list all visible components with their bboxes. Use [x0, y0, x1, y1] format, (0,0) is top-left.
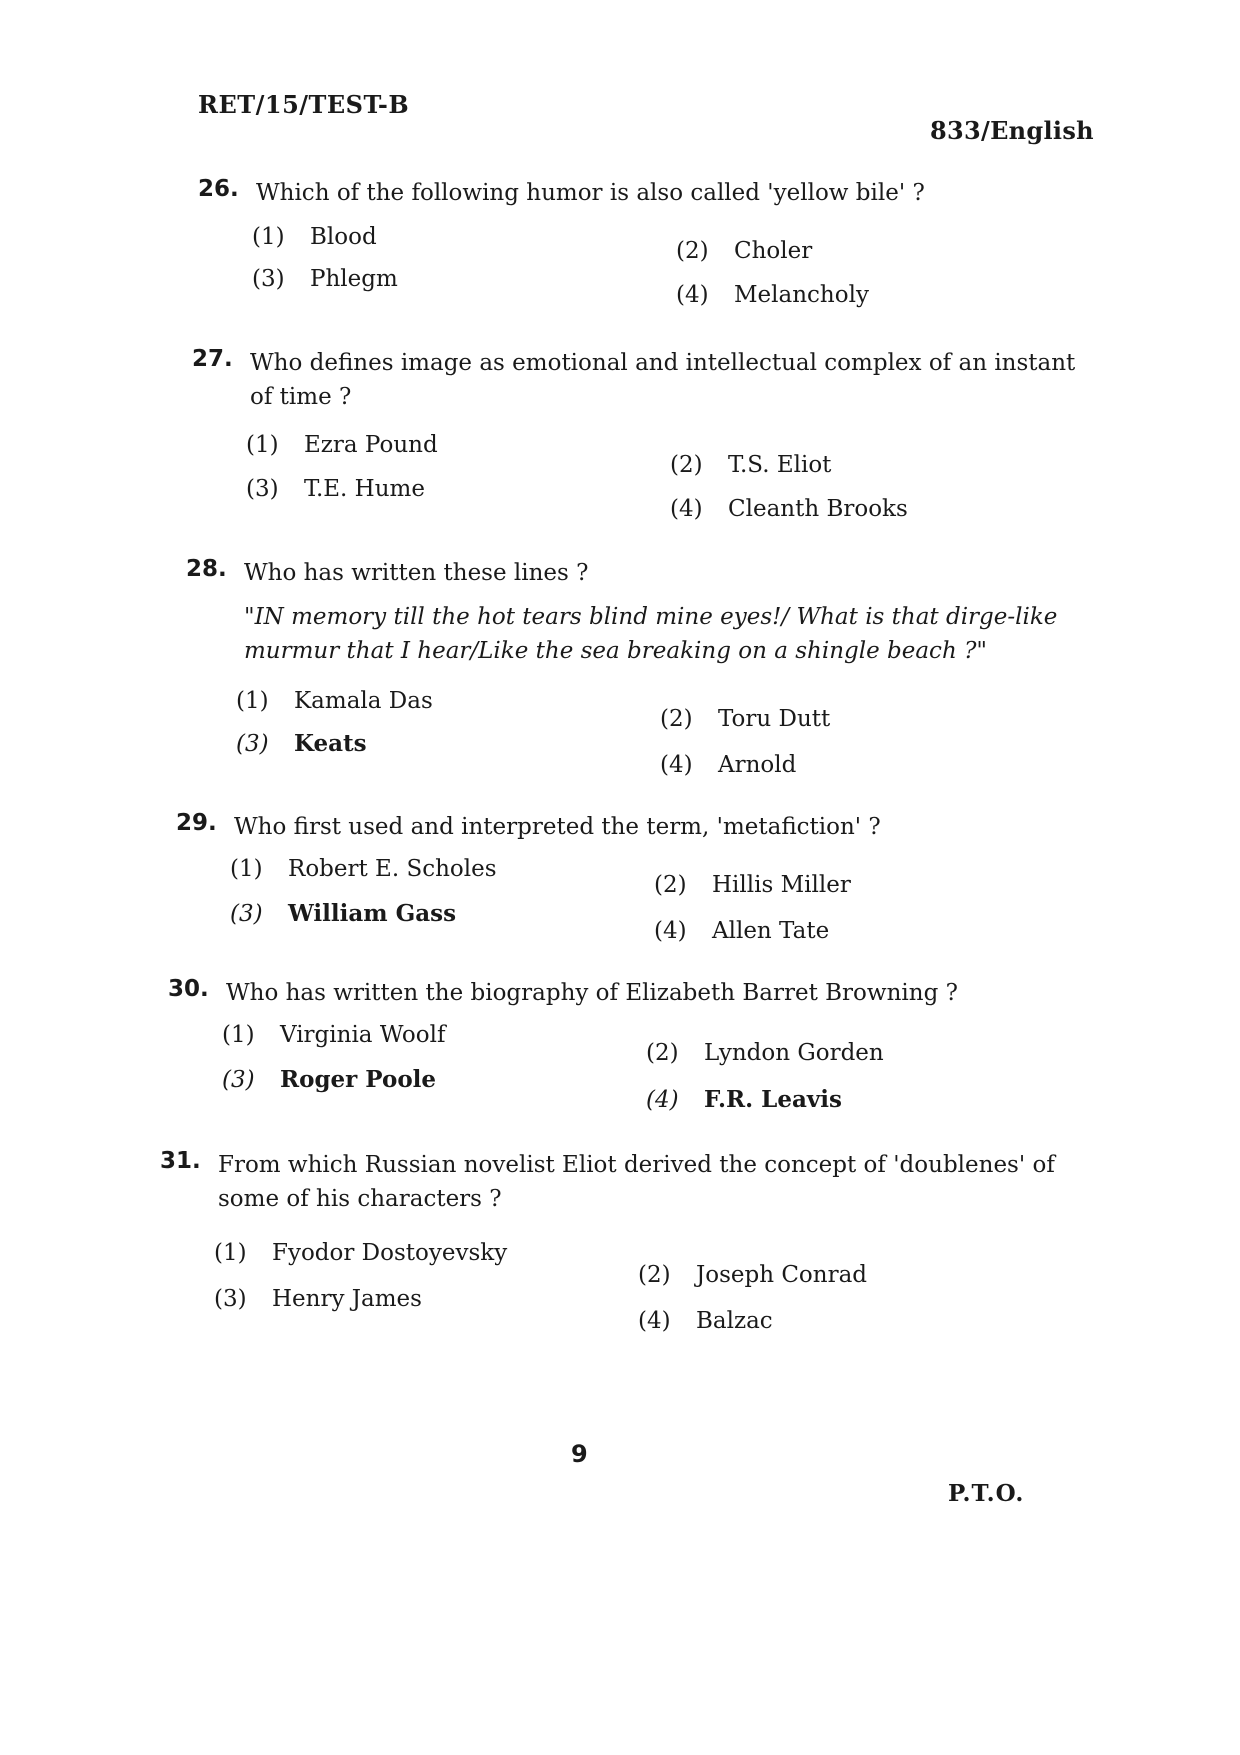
subject-code: 833/English	[930, 116, 1094, 145]
option-label: Virginia Woolf	[280, 1022, 446, 1048]
option-label: Arnold	[718, 752, 797, 778]
option-2[interactable]	[660, 706, 830, 732]
option-number: (4)	[654, 918, 687, 944]
option-label: Melancholy	[734, 282, 869, 308]
option-4[interactable]	[654, 918, 829, 944]
option-label: Joseph Conrad	[696, 1262, 868, 1288]
option-number: (1)	[222, 1022, 255, 1048]
option-1[interactable]	[236, 688, 433, 714]
option-number: (3)	[214, 1286, 247, 1312]
option-label: Ezra Pound	[304, 432, 438, 458]
option-1[interactable]	[230, 856, 497, 882]
option-4[interactable]	[670, 496, 908, 522]
option-2[interactable]	[676, 238, 812, 264]
option-label: F.R. Leavis	[704, 1086, 842, 1113]
option-number: (1)	[252, 224, 285, 250]
question-text: Who first used and interpreted the term, 'metafiction' ?	[234, 814, 881, 840]
option-label: Toru Dutt	[718, 706, 831, 732]
option-label: Henry James	[272, 1286, 422, 1312]
option-1[interactable]	[252, 224, 377, 250]
option-label: Roger Poole	[280, 1066, 437, 1093]
option-2[interactable]	[670, 452, 831, 478]
option-label: Cleanth Brooks	[728, 496, 908, 522]
question-number: 31.	[160, 1148, 201, 1174]
option-label: Lyndon Gorden	[704, 1040, 884, 1066]
paper-code: RET/15/TEST-B	[198, 90, 410, 119]
option-2[interactable]	[654, 872, 851, 898]
option-label: T.S. Eliot	[728, 452, 832, 478]
question-text: Who has written these lines ?	[244, 560, 589, 586]
option-label: Allen Tate	[712, 918, 830, 944]
option-number: (3)	[230, 901, 263, 927]
page-number: 9	[571, 1440, 588, 1468]
option-4[interactable]	[638, 1308, 773, 1334]
option-number: (1)	[230, 856, 263, 882]
option-3[interactable]	[252, 266, 398, 292]
option-number: (3)	[246, 476, 279, 502]
option-3[interactable]	[246, 476, 425, 502]
option-label: Choler	[734, 238, 813, 264]
option-number: (4)	[646, 1087, 679, 1113]
question-number: 27.	[192, 346, 233, 372]
option-4[interactable]	[676, 282, 869, 308]
option-label: Keats	[294, 730, 367, 757]
question-text: From which Russian novelist Eliot derived the concept of 'doublenes' of some of his characters ?	[218, 1152, 1055, 1212]
option-number: (4)	[676, 282, 709, 308]
option-label: T.E. Hume	[304, 476, 425, 502]
question-number: 30.	[168, 976, 209, 1002]
option-number: (3)	[236, 731, 269, 757]
option-label: Balzac	[696, 1308, 773, 1334]
option-number: (4)	[660, 752, 693, 778]
option-4[interactable]	[660, 752, 796, 778]
option-label: Fyodor Dostoyevsky	[272, 1240, 508, 1266]
option-4[interactable]	[646, 1086, 842, 1113]
question-number: 26.	[198, 176, 239, 202]
option-3[interactable]	[230, 900, 456, 927]
question-text: Who defines image as emotional and intellectual complex of an instant of time ?	[250, 350, 1076, 410]
question-number: 28.	[186, 556, 227, 582]
option-number: (3)	[222, 1067, 255, 1093]
option-3[interactable]	[214, 1286, 422, 1312]
option-label: Robert E. Scholes	[288, 856, 497, 882]
option-number: (3)	[252, 266, 285, 292]
option-number: (2)	[646, 1040, 679, 1066]
option-number: (1)	[236, 688, 269, 714]
option-number: (2)	[660, 706, 693, 732]
question-number: 29.	[176, 810, 217, 836]
option-label: Kamala Das	[294, 688, 433, 714]
please-turn-over: P.T.O.	[948, 1480, 1025, 1507]
option-number: (2)	[670, 452, 703, 478]
option-label: William Gass	[288, 900, 457, 927]
option-number: (2)	[638, 1262, 671, 1288]
option-number: (4)	[670, 496, 703, 522]
option-3[interactable]	[222, 1066, 436, 1093]
question-text: Which of the following humor is also called 'yellow bile' ?	[256, 180, 925, 206]
option-1[interactable]	[246, 432, 438, 458]
option-label: Phlegm	[310, 266, 398, 292]
option-number: (4)	[638, 1308, 671, 1334]
option-label: Blood	[310, 224, 377, 250]
option-number: (2)	[654, 872, 687, 898]
option-number: (2)	[676, 238, 709, 264]
quoted-lines: "IN memory till the hot tears blind mine eyes!/ What is that dirge-like murmur that I hear/Like the sea breaking on a shingle beach ?"	[244, 604, 1058, 664]
option-label: Hillis Miller	[712, 872, 851, 898]
option-1[interactable]	[214, 1240, 507, 1266]
option-1[interactable]	[222, 1022, 445, 1048]
option-2[interactable]	[638, 1262, 867, 1288]
option-2[interactable]	[646, 1040, 884, 1066]
option-3[interactable]	[236, 730, 367, 757]
question-text: Who has written the biography of Elizabeth Barret Browning ?	[226, 980, 958, 1006]
option-number: (1)	[246, 432, 279, 458]
option-number: (1)	[214, 1240, 247, 1266]
